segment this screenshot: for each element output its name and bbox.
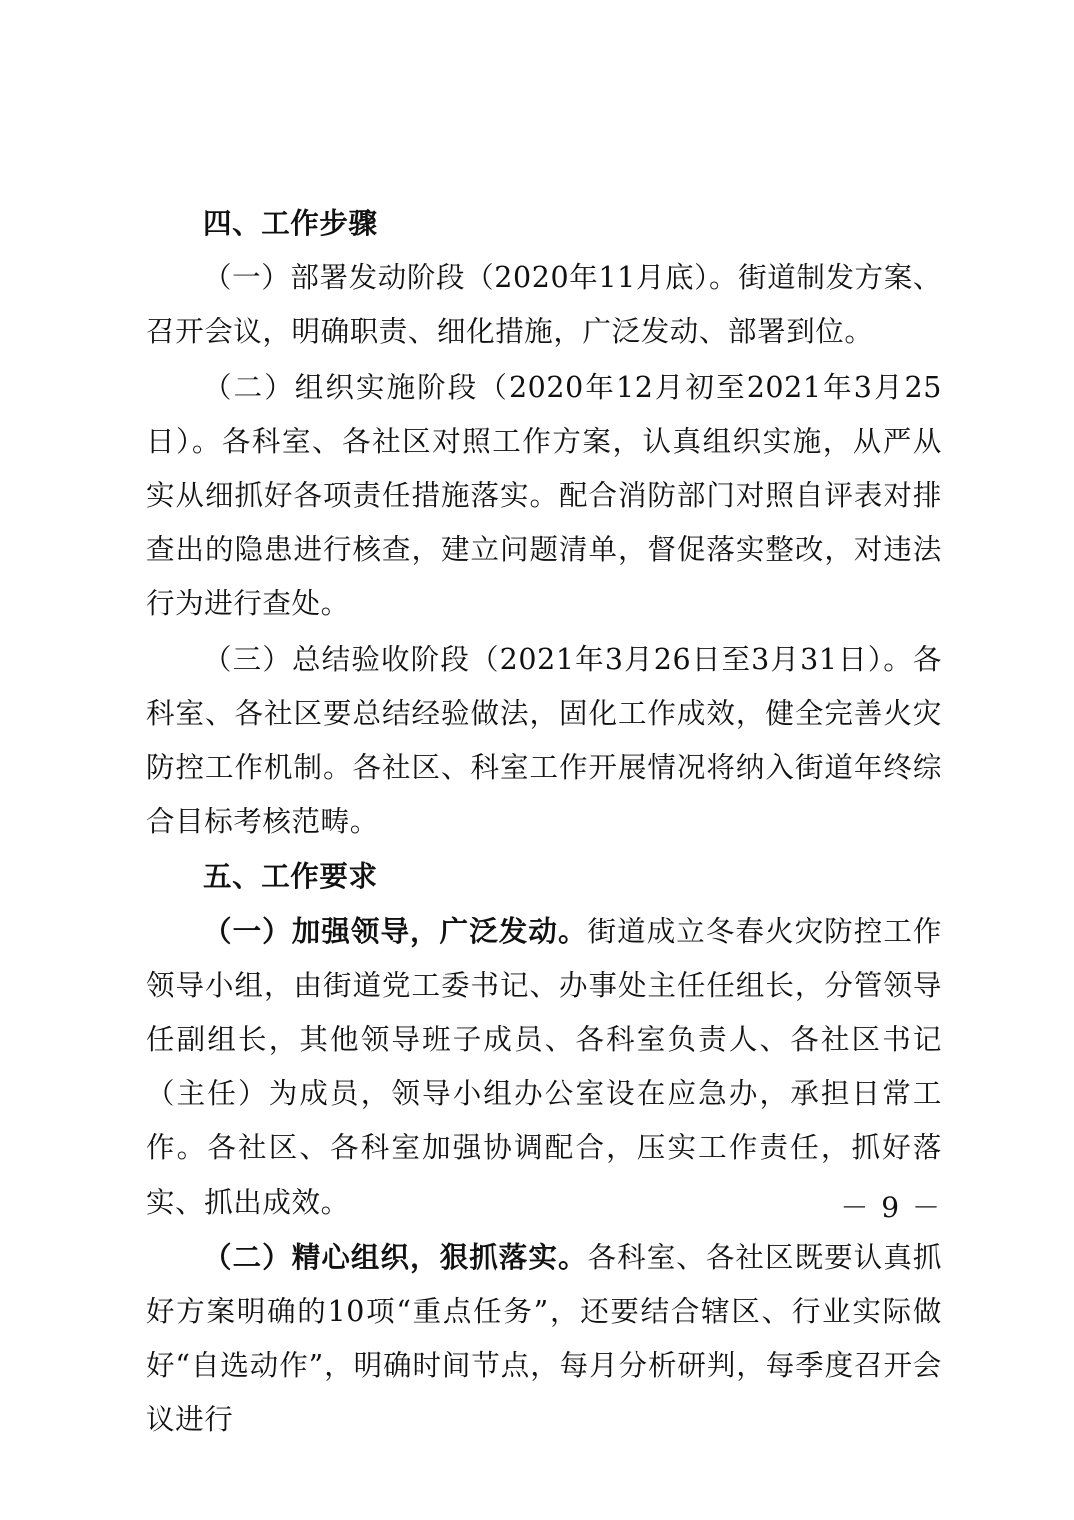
paragraph-text: （一）部署发动阶段（2020年11月底）。街道制发方案、召开会议，明确职责、细化措施，广泛发动、部署到位。 [146, 261, 942, 349]
paragraph-strengthen-leadership [146, 904, 942, 1230]
paragraph-lead: （二）精心组织，狠抓落实。 [203, 1239, 588, 1274]
document-body [146, 196, 942, 1448]
paragraph-text: 各科室、各社区既要认真抓好方案明确的10项“重点任务”，还要结合辖区、行业实际做好“自选动作”，明确时间节点，每月分析研判，每季度召开会议进行 [146, 1240, 942, 1437]
paragraph-lead: （一）加强领导，广泛发动。 [203, 913, 588, 948]
paragraph-text: 街道成立冬春火灾防控工作领导小组，由街道党工委书记、办事处主任任组长，分管领导任副组长，其他领导班子成员、各科室负责人、各社区书记（主任）为成员，领导小组办公室设在应急办，承担日常工作。各社区、各科室加强协调配合，压实工作责任，抓好落实、抓出成效。 [146, 914, 942, 1219]
section-heading-work-steps: 四、工作步骤 [203, 206, 378, 240]
paragraph-summary-stage [146, 632, 942, 850]
paragraph-deployment-stage [146, 250, 942, 359]
section-heading-work-requirements: 五、工作要求 [203, 859, 378, 894]
paragraph-text: （三）总结验收阶段（2021年3月26日至3月31日）。各科室、各社区要总结经验做法，固化工作成效，健全完善火灾防控工作机制。各社区、科室工作开展情况将纳入街道年终综合目标考核范畴。 [146, 642, 942, 839]
page-number: － 9 － [840, 1191, 942, 1224]
paragraph-text: （二）组织实施阶段（2020年12月初至2021年3月25日）。各科室、各社区对照工作方案，认真组织实施，从严从实从细抓好各项责任措施落实。配合消防部门对照自评表对排查出的隐患进行核查，建立问题清单，督促落实整改，对违法行为进行查处。 [146, 370, 942, 621]
paragraph-implementation-stage [146, 360, 942, 632]
paragraph-careful-organization [146, 1230, 942, 1448]
